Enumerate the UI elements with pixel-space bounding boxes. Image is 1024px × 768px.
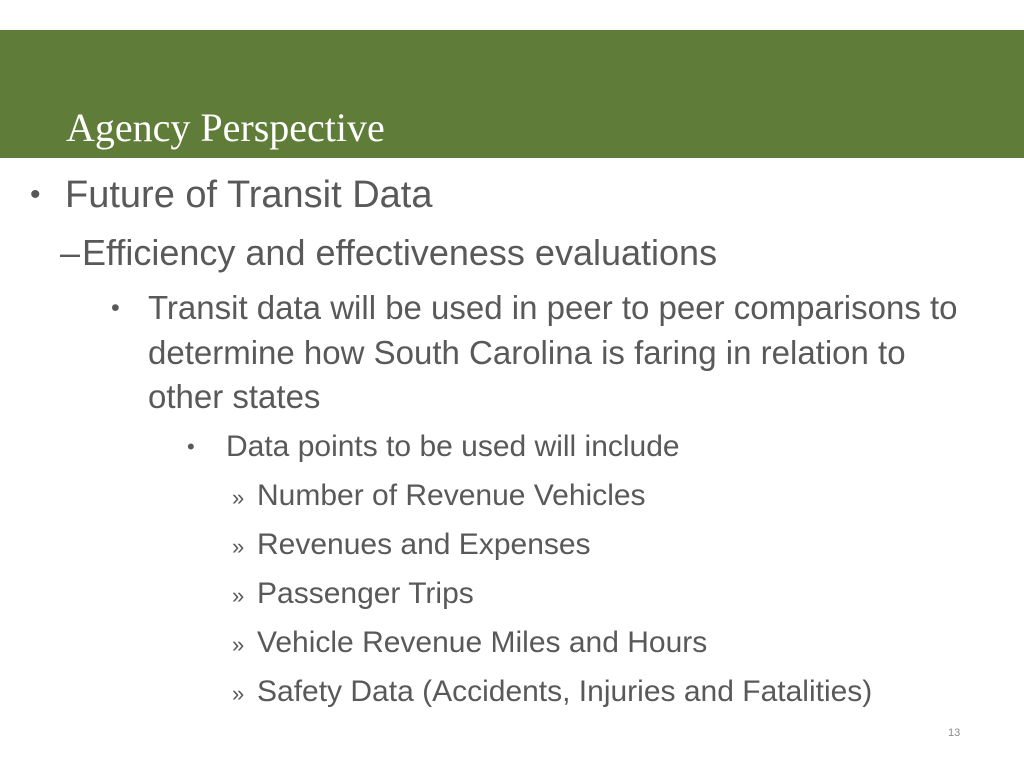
title-bar — [0, 30, 1024, 158]
sub-bullet-text: Revenues and Expenses — [257, 528, 591, 561]
chevron-marker: » — [232, 681, 245, 706]
dash-marker: – — [60, 232, 81, 273]
bullet-marker: • — [111, 294, 120, 322]
chevron-marker: » — [232, 534, 245, 559]
sub-bullet-text: Passenger Trips — [257, 577, 474, 610]
bullet-text: Efficiency and effectiveness evaluations — [82, 232, 718, 273]
bullet-text: Transit data will be used in peer to peer comparisons to determine how South Carolina is faring in relation to other states — [148, 289, 958, 415]
chevron-marker: » — [232, 632, 245, 657]
chevron-marker: » — [232, 485, 245, 510]
bullet-marker: • — [187, 434, 195, 459]
bullet-text: Data points to be used will include — [226, 430, 680, 463]
sub-bullet-text: Safety Data (Accidents, Injuries and Fatalities) — [257, 675, 873, 708]
slide-title: Agency Perspective — [66, 105, 385, 150]
chevron-marker: » — [232, 583, 245, 608]
sub-bullet-text: Number of Revenue Vehicles — [257, 479, 646, 512]
page-number: 13 — [948, 727, 961, 739]
sub-bullet-text: Vehicle Revenue Miles and Hours — [257, 626, 708, 659]
bullet-text: Future of Transit Data — [65, 174, 433, 216]
bullet-marker: • — [30, 178, 41, 211]
